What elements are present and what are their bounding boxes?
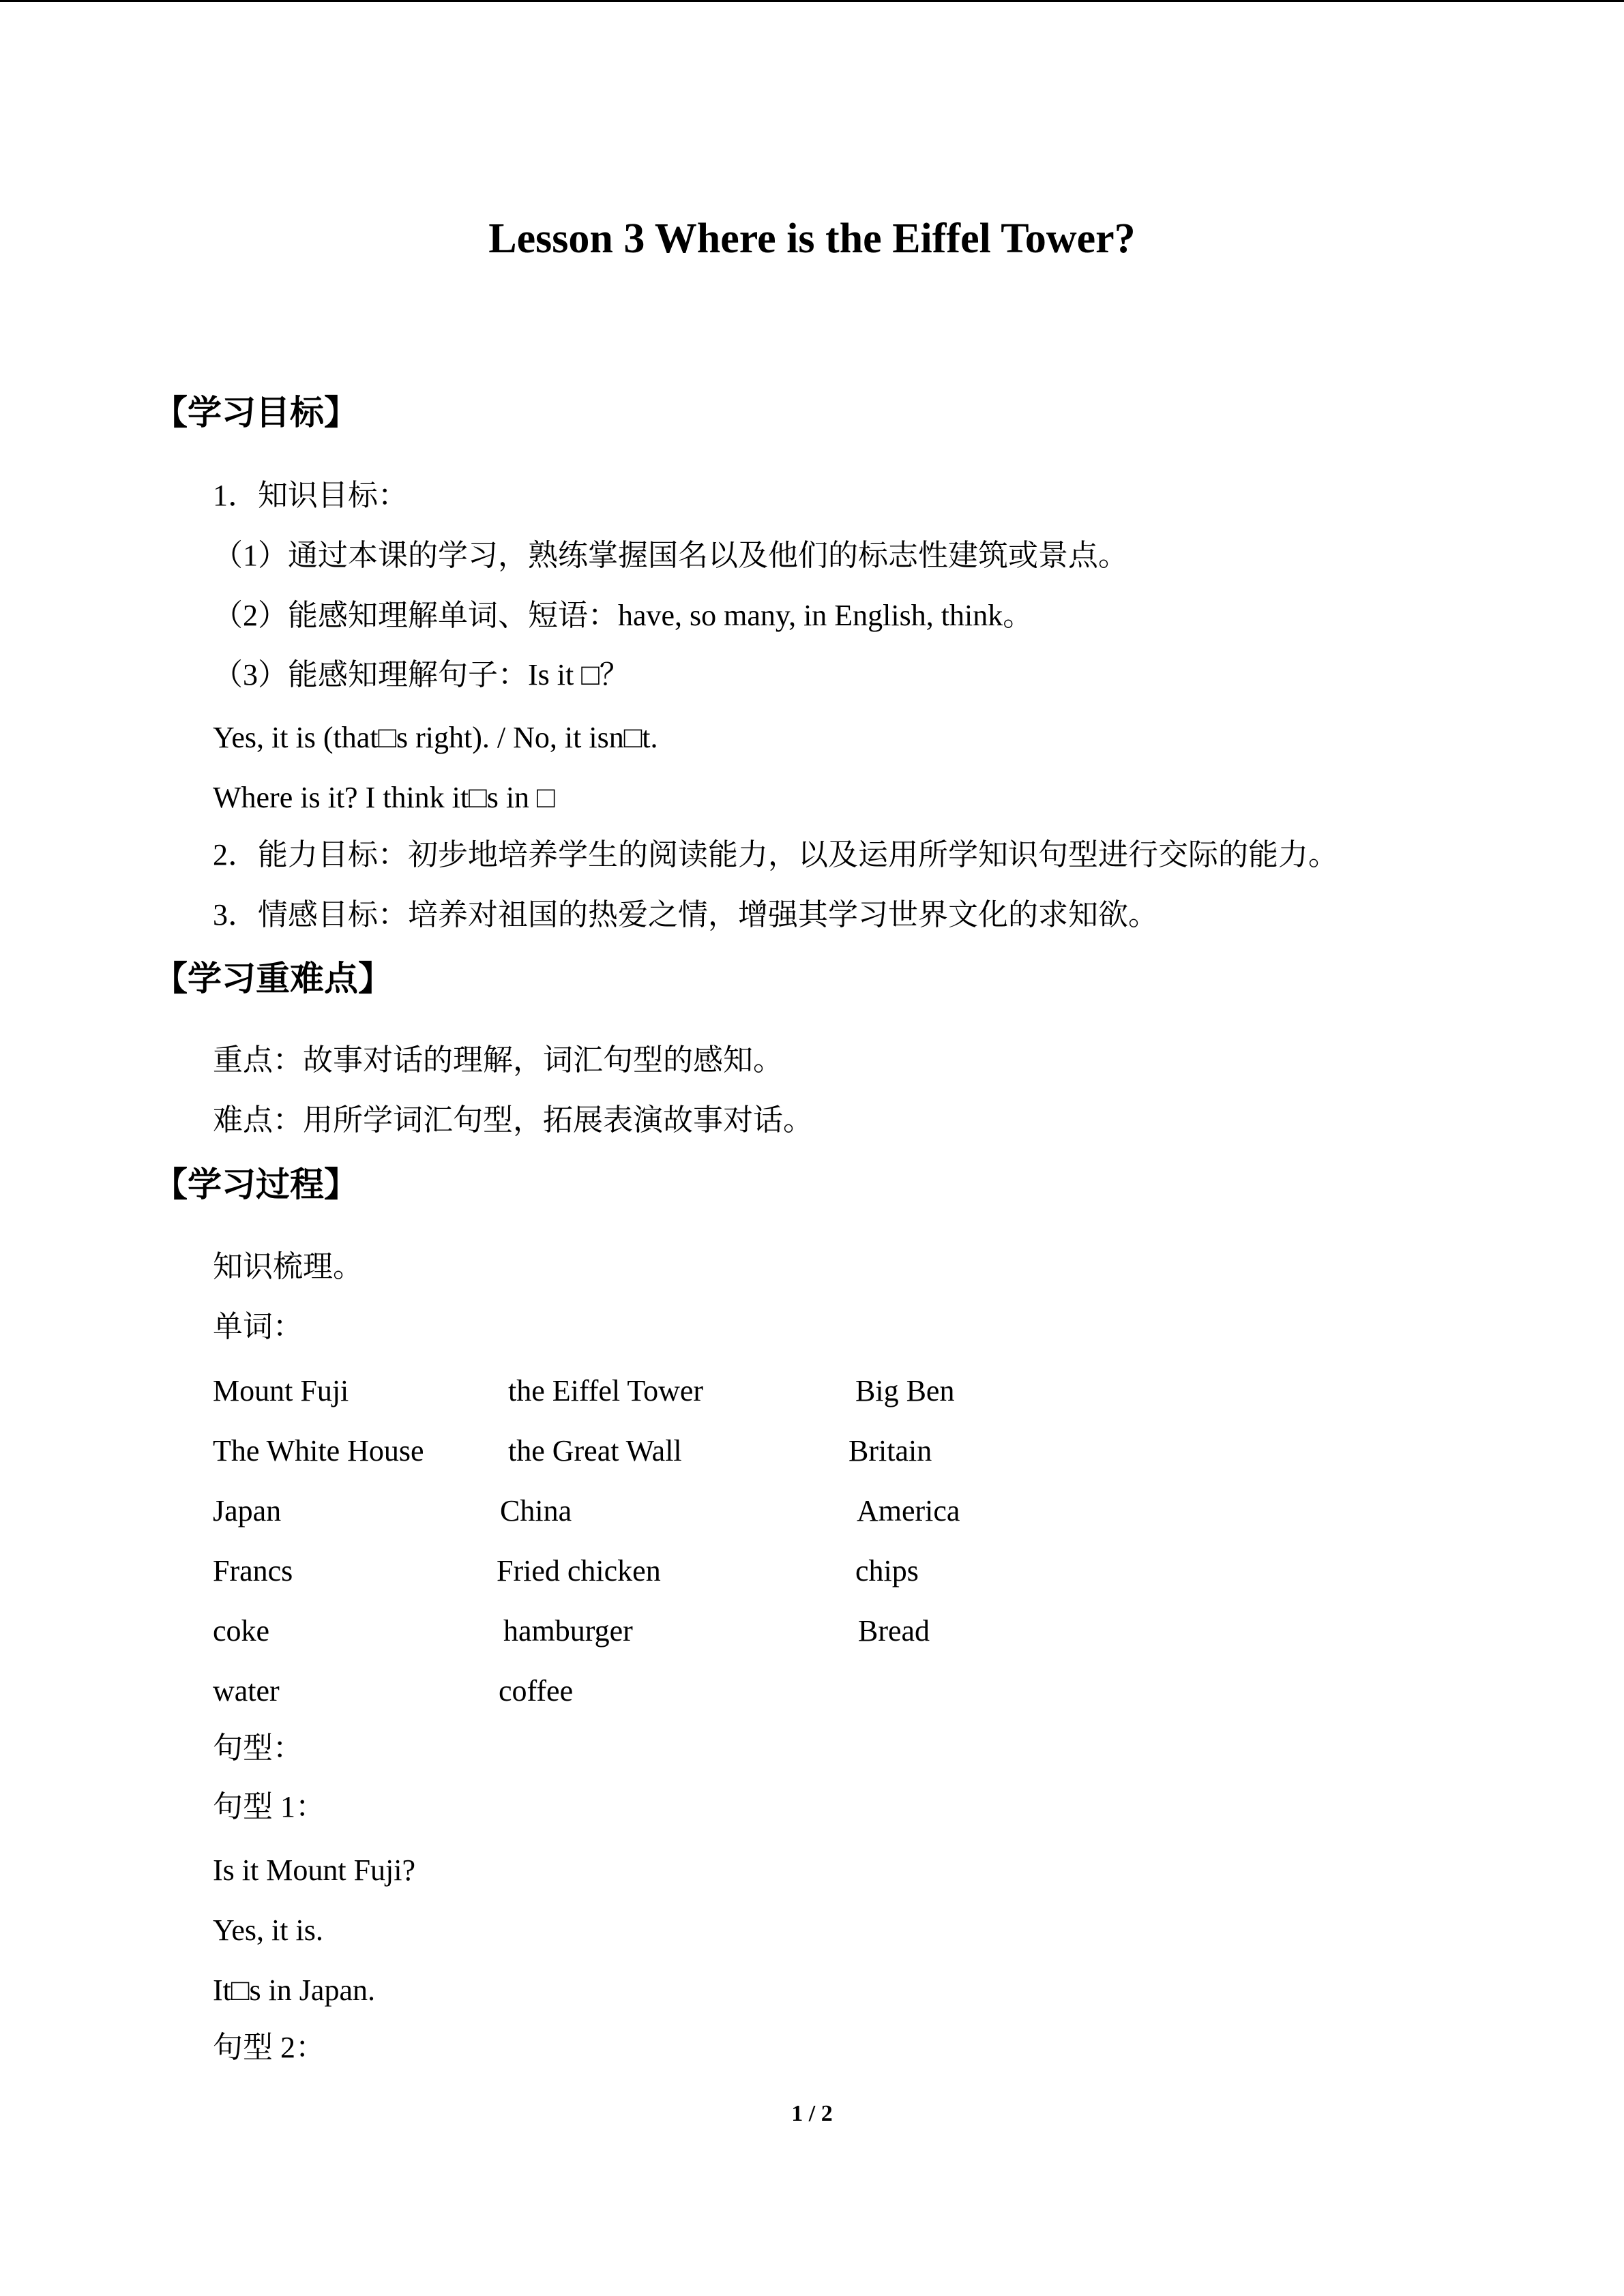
word-cell: chips: [855, 1554, 919, 1587]
goal-line: （1）通过本课的学习，熟练掌握国名以及他们的标志性建筑或景点。: [213, 539, 1128, 572]
word-cell: Japan: [213, 1494, 282, 1527]
word-cell: Mount Fuji: [213, 1374, 349, 1407]
word-cell: hamburger: [503, 1614, 633, 1648]
document-title: Lesson 3 Where is the Eiffel Tower?: [488, 215, 1136, 262]
pattern1-line: Yes, it is.: [213, 1913, 323, 1947]
goal-line: Yes, it is (that□s right). / No, it isn□t.: [213, 721, 658, 754]
goal-line: Where is it? I think it□s in □: [213, 781, 555, 814]
word-cell: the Great Wall: [508, 1434, 682, 1467]
pattern1-line: Is it Mount Fuji?: [213, 1853, 416, 1887]
sentence-label: 句型：: [213, 1731, 303, 1765]
goal-line: 3．情感目标：培养对祖国的热爱之情，增强其学习世界文化的求知欲。: [213, 898, 1158, 931]
goal-line: 2．能力目标：初步地培养学生的阅读能力，以及运用所学知识句型进行交际的能力。: [213, 838, 1338, 871]
word-cell: coke: [213, 1614, 270, 1648]
key-point-line: 难点：用所学词汇句型，拓展表演故事对话。: [213, 1103, 813, 1137]
word-cell: Bread: [858, 1614, 930, 1648]
word-cell: Britain: [848, 1434, 932, 1467]
goal-line: 1．知识目标：: [213, 479, 408, 512]
word-cell: China: [500, 1494, 572, 1527]
process-intro: 知识梳理。: [213, 1250, 363, 1283]
goal-line: （2）能感知理解单词、短语：have, so many, in English, think。: [213, 599, 1033, 632]
word-cell: water: [213, 1674, 280, 1708]
goals-heading: 【学习目标】: [153, 393, 358, 432]
word-cell: coffee: [499, 1674, 574, 1708]
process-heading: 【学习过程】: [153, 1165, 358, 1204]
word-cell: the Eiffel Tower: [508, 1374, 704, 1407]
word-cell: Fried chicken: [497, 1554, 661, 1587]
word-cell: The White House: [213, 1434, 424, 1467]
word-cell: Big Ben: [855, 1374, 955, 1407]
key-point-line: 重点：故事对话的理解，词汇句型的感知。: [213, 1043, 783, 1077]
pattern1-label: 句型 1：: [213, 1790, 325, 1823]
key-points-heading: 【学习重难点】: [153, 959, 392, 998]
word-cell: America: [857, 1494, 960, 1527]
page-number: 1 / 2: [791, 2101, 833, 2126]
goal-line: （3）能感知理解句子：Is it □？: [213, 658, 630, 691]
words-label: 单词：: [213, 1310, 303, 1343]
pattern2-label: 句型 2：: [213, 2031, 325, 2064]
pattern1-line: It□s in Japan.: [213, 1973, 375, 2007]
word-cell: Francs: [213, 1554, 293, 1587]
